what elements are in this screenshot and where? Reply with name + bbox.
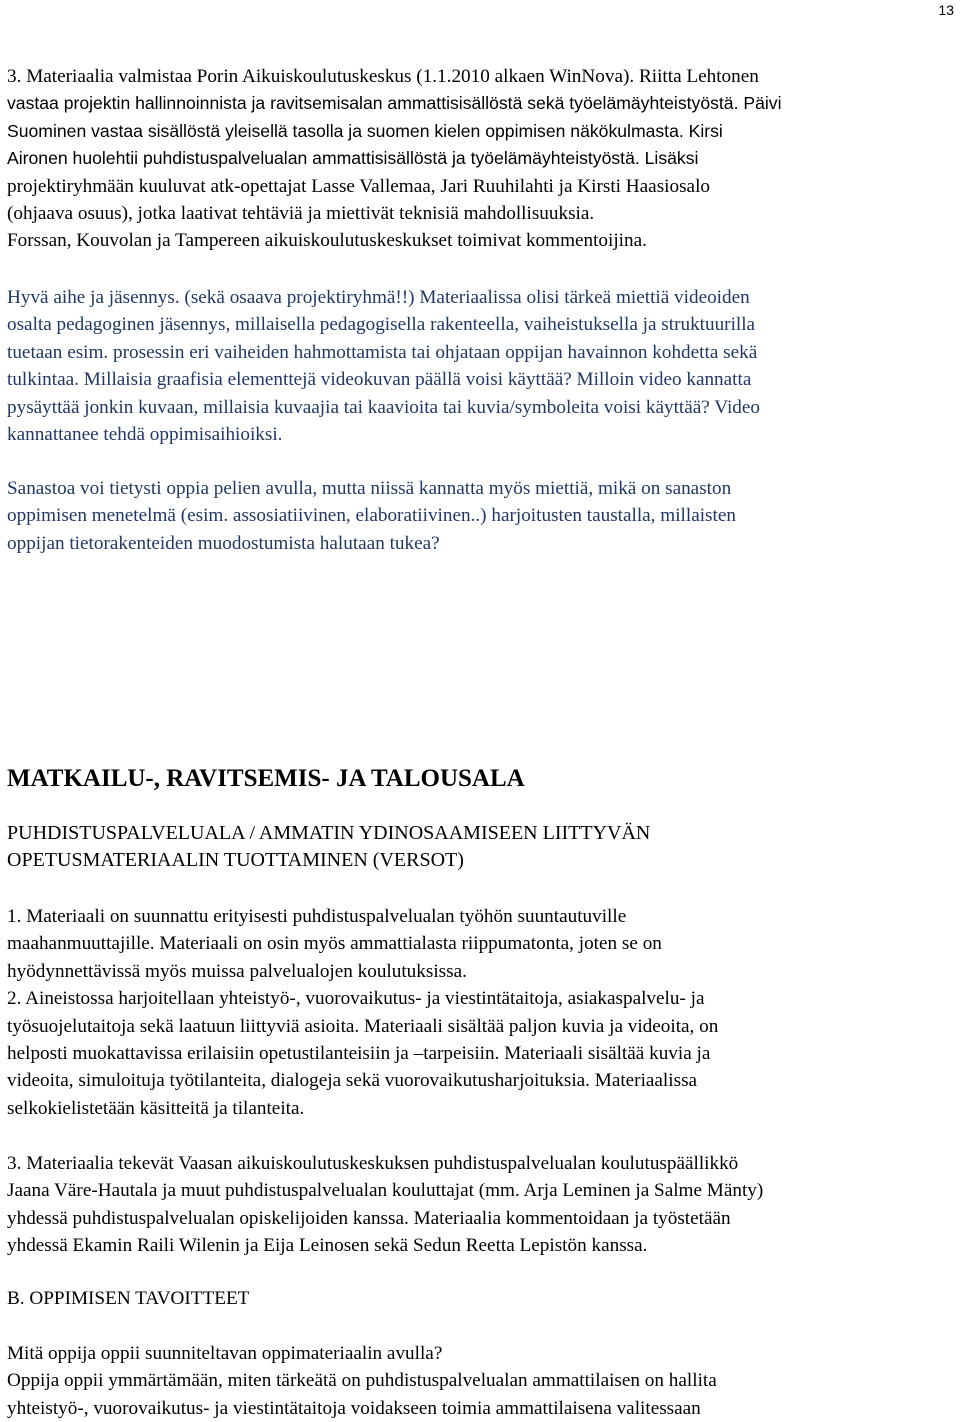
paragraph-line: Sanastoa voi tietysti oppia pelien avulla, mutta niissä kannatta myös miettiä, mikä on sanaston (7, 478, 732, 499)
paragraph-line: Forssan, Kouvolan ja Tampereen aikuiskoulutuskeskukset toimivat kommentoijina. (7, 230, 647, 252)
paragraph-line: osalta pedagoginen jäsennys, millaisella pedagogisella rakenteella, vaiheistuksella ja struktuurilla (7, 314, 756, 336)
paragraph-line: videoita, simuloituja työtilanteita, dialogeja sekä vuorovaikutusharjoituksia. Materiaalissa (7, 1070, 698, 1092)
paragraph-line: projektiryhmään kuuluvat atk-opettajat Lasse Vallemaa, Jari Ruuhilahti ja Kirsti Haasiosalo (7, 175, 710, 197)
paragraph-line: helposti muokattavissa erilaisiin opetustilanteisiin ja –tarpeisiin. Materiaali sisältää kuvia ja (7, 1043, 711, 1065)
paragraph-line: yhteistyö-, vuorovaikutus- ja viestintätaitoja voidakseen toimia ammattilaisena valitessaan (7, 1397, 701, 1419)
sub-heading-line: PUHDISTUSPALVELUALA / AMMATIN YDINOSAAMISEEN LIITTYVÄN (7, 822, 651, 844)
paragraph-line: vastaa projektin hallinnoinnista ja ravitsemisalan ammattisisällöstä sekä työelämäyhteistyöstä. Päivi (7, 93, 782, 114)
material-authors-paragraph (7, 1150, 957, 1260)
paragraph-line: pysäyttää jonkin kuvaan, millaisia kuvaajia tai kaavioita tai kuvia/symboleita voisi käyttää? Video (7, 396, 760, 418)
main-heading: MATKAILU-, RAVITSEMIS- JA TALOUSALA (7, 765, 525, 792)
paragraph-line: oppijan tietorakenteiden muodostumista halutaan tukea? (7, 532, 440, 554)
paragraph-line: Hyvä aihe ja jäsennys. (sekä osaava projektiryhmä!!) Materiaalissa olisi tärkeä miettiä videoiden (7, 287, 750, 308)
paragraph-line: yhdessä Ekamin Raili Wilenin ja Eija Leinosen sekä Sedun Reetta Lepistön kanssa. (7, 1235, 648, 1257)
paragraph-line: kannattanee tehdä oppimisaihioiksi. (7, 424, 283, 446)
vocabulary-feedback-paragraph (7, 475, 957, 557)
paragraph-line: oppimisen menetelmä (esim. assosiatiivinen, elaboratiivinen..) harjoitusten taustalla, millaisten (7, 505, 736, 527)
paragraph-line: (ohjaava osuus), jotka laativat tehtäviä ja miettivät teknisiä mahdollisuuksia. (7, 203, 595, 225)
section-b-heading (7, 1285, 957, 1312)
project-description-paragraph (7, 63, 957, 255)
sub-heading-line: OPETUSMATERIAALIN TUOTTAMINEN (VERSOT) (7, 849, 464, 872)
paragraph-line: Oppija oppii ymmärtämään, miten tärkeätä on puhdistuspalvelualan ammattilaisen on hallita (7, 1370, 717, 1392)
paragraph-line: 3. Materiaalia valmistaa Porin Aikuiskoulutuskeskus (1.1.2010 alkaen WinNova). Riitta Lehtonen (7, 66, 759, 87)
paragraph-line: tuetaan esim. prosessin eri vaiheiden hahmottamista tai ohjataan oppijan havainnon kohdetta sekä (7, 341, 758, 363)
feedback-paragraph (7, 284, 957, 448)
material-description-paragraph (7, 903, 957, 1122)
paragraph-line: työsuojelutaitoja sekä laatuun liittyviä asioita. Materiaali sisältää paljon kuvia ja videoita, on (7, 1015, 719, 1037)
paragraph-line: tulkintaa. Millaisia graafisia elementtejä videokuvan päällä voisi käyttää? Milloin video kannatta (7, 369, 752, 391)
sub-heading (7, 820, 957, 875)
section-heading: B. OPPIMISEN TAVOITTEET (7, 1288, 250, 1309)
paragraph-line: maahanmuuttajille. Materiaali on osin myös ammattialasta riippumatonta, joten se on (7, 933, 662, 955)
paragraph-line: 3. Materiaalia tekevät Vaasan aikuiskoulutuskeskuksen puhdistuspalvelualan koulutuspäällikkö (7, 1153, 739, 1174)
paragraph-line: 2. Aineistossa harjoitellaan yhteistyö-, vuorovaikutus- ja viestintätaitoja, asiakaspalvelu- ja (7, 988, 705, 1010)
paragraph-line: yhdessä puhdistuspalvelualan opiskelijoiden kanssa. Materiaalia kommentoidaan ja työstetään (7, 1207, 731, 1229)
paragraph-line: selkokielistetään käsitteitä ja tilanteita. (7, 1097, 305, 1119)
page-number: 13 (938, 2, 954, 18)
paragraph-line: hyödynnettävissä myös muissa palvelualojen koulutuksissa. (7, 960, 467, 982)
paragraph-line: Jaana Väre-Hautala ja muut puhdistuspalvelualan kouluttajat (mm. Arja Leminen ja Salme Mänty) (7, 1180, 764, 1202)
paragraph-line: 1. Materiaali on suunnattu erityisesti puhdistuspalvelualan työhön suuntautuville (7, 906, 627, 927)
paragraph-line: Mitä oppija oppii suunniteltavan oppimateriaalin avulla? (7, 1343, 443, 1364)
paragraph-line: Suominen vastaa sisällöstä yleisellä tasolla ja suomen kielen oppimisen näkökulmasta. Kirsi (7, 120, 723, 141)
paragraph-line: Aironen huolehtii puhdistuspalvelualan ammattisisällöstä ja työelämäyhteistyöstä. Lisäksi (7, 148, 699, 169)
learning-goals-paragraph (7, 1340, 957, 1422)
